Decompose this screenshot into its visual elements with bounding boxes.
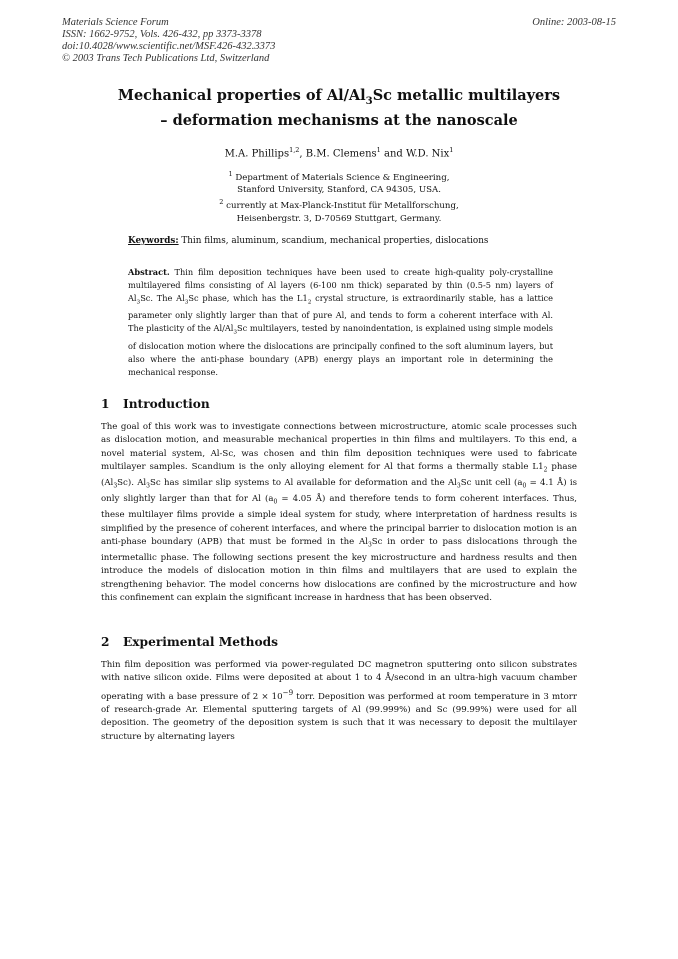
online-date: Online: 2003-08-15 [532,17,616,28]
journal-name: Materials Science Forum [62,17,169,28]
abstract: Abstract. Thin film deposition techniques have been used to create high-quality poly-crystalline multilayered films consisting of Al layers (6-100 nm thick) separated by thin (0.5-5 nm) layers of $Al_3Sc$. The $Al_3Sc$ phase, which has the $L1_2$ crystal structure, is extraordinarily stable, has a lattice parameter only slightly larger than that of pure Al, and tends to form a coherent interface with Al. The plasticity of the $Al/Al_3Sc$ multilayers, tested by nanoindentation, is explained using simple models of dislocation motion where the dislocations are principally confined to the soft aluminum layers, but also where the anti-phase boundary (APB) energy plays an important role in determining the mechanical response. [128,267,553,377]
title-line-2: – deformation mechanisms at the nanoscale [160,111,518,129]
section-heading-introduction: 1 Introduction [101,397,210,411]
affiliation-1: $^1$ Department of Materials Science & Engineering, [228,170,450,183]
keywords-text: Thin films, aluminum, scandium, mechanical properties, dislocations [178,236,489,246]
affiliations [60,168,618,225]
affiliation-1-address: Stanford University, Stanford, CA 94305, USA. [237,185,441,196]
author-list: M.A. Phillips$^{1,2}$, B.M. Clemens$^1$ and W.D. Nix$^1$ [224,146,454,160]
issn-line: ISSN: 1662-9752, Vols. 426-432, pp 3373-3378 [62,29,262,40]
copyright-line: © 2003 Trans Tech Publications Ltd, Switzerland [62,53,270,64]
methods-paragraph: Thin film deposition was performed via power-regulated DC magnetron sputtering onto silicon substrates with native silicon oxide. Films were deposited at about 1 to 4 Å/second in an ultra-high vacuum chamber operating with a base pressure of $2 \times 10^{-9}$ torr. Deposition was performed at room temperature in 3 mtorr of research-grade Ar. Elemental sputtering targets of Al (99.999%) and Sc (99.99%) were used for all deposition. The geometry of the deposition system is such that it was necessary to deposit the multilayer structure by alternating layers [101,660,577,742]
abstract-label: Abstract. [128,267,170,277]
paper-title [60,86,618,131]
introduction-paragraph: The goal of this work was to investigate connections between microstructure, atomic scale processes such as dislocation motion, and measurable mechanical properties in thin films and multilayers. To this end, a novel material system, Al-Sc, was chosen and thin film deposition techniques were used to fabricate multilayer samples. Scandium is the only alloying element for Al that forms a thermally stable $L1_2$ phase $(Al_3Sc)$. $Al_3Sc$ has similar slip systems to Al available for deformation and the $Al_3Sc$ unit cell ($a_0 = 4.1$ Å) is only slightly larger than that for Al ($a_0 = 4.05$ Å) and therefore tends to form coherent interfaces. Thus, these multilayer films provide a simple ideal system for study, where interpretation of hardness results is simplified by the presence of coherent interfaces, and where the principal barrier to dislocation motion is an anti-phase boundary (APB) that must be formed in the $Al_3Sc$ in order to pass dislocations through the intermetallic phase. The following sections present the key microstructure and hardness results and then introduce the models of dislocation motion in thin films and multilayers that are used to explain the strengthening behavior. The model concerns how dislocations are confined by the microstructure and how this confinement can explain the significant increase in hardness that has been observed. [101,422,577,603]
doi-line: doi:10.4028/www.scientific.net/MSF.426-432.3373 [62,41,276,52]
keywords-label: Keywords: [128,236,179,246]
affiliation-2: $^2$ currently at Max-Planck-Institut für Metallforschung, [219,198,459,212]
title-line-1: Mechanical properties of $Al/Al_3Sc$ metallic multilayers [117,87,561,107]
affiliation-2-address: Heisenbergstr. 3, D-70569 Stuttgart, Germany. [236,213,442,224]
keywords [128,236,558,246]
journal-info [62,17,275,65]
section-heading-experimental-methods: 2 Experimental Methods [101,635,279,649]
